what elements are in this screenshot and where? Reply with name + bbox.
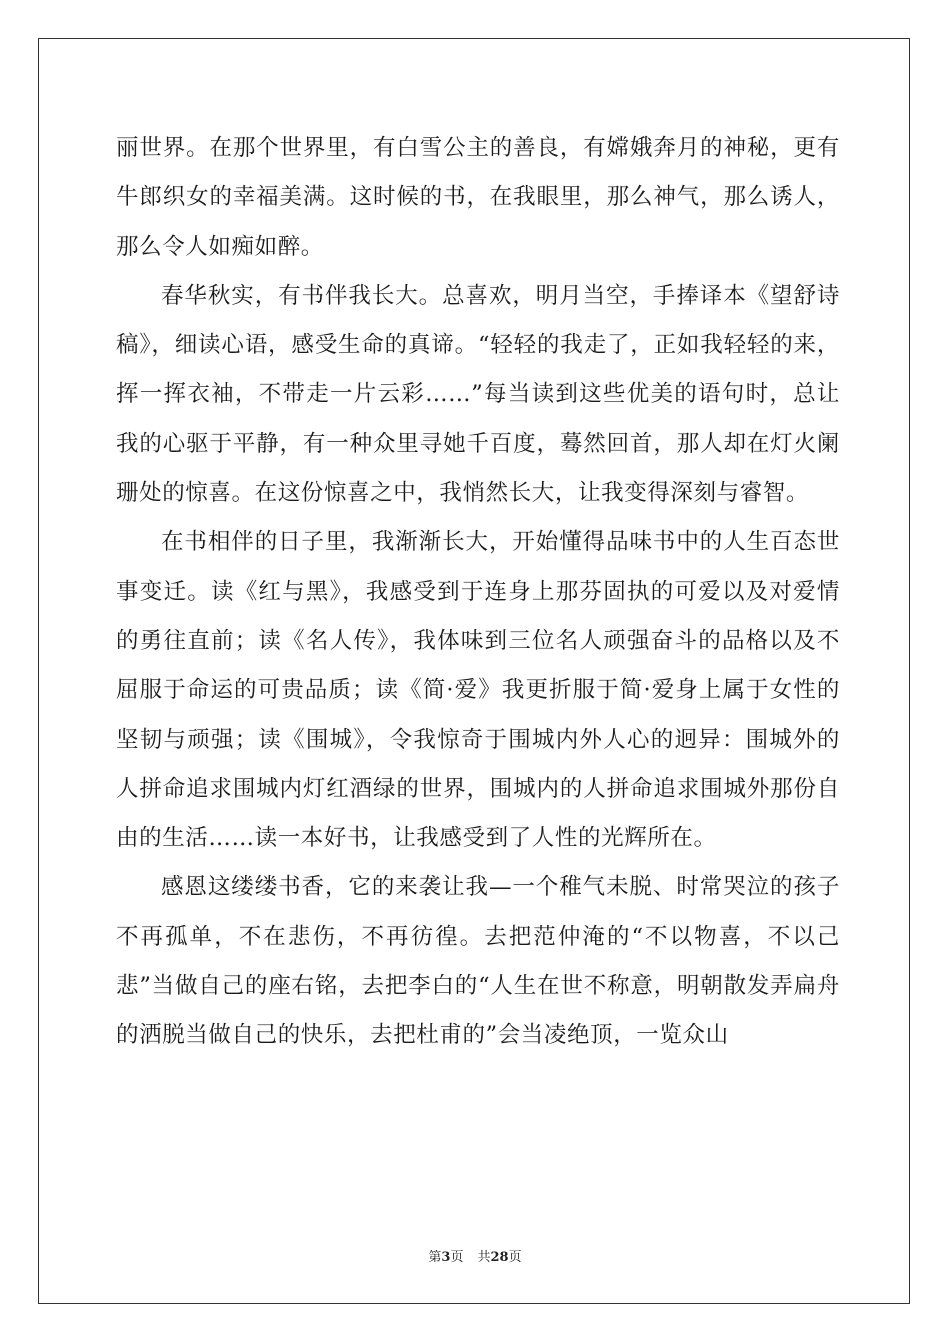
paragraph-4: 感恩这缕缕书香，它的来袭让我—一个稚气未脱、时常哭泣的孩子不再孤单，不在悲伤，不再彷徨。去把范仲淹的“不以物喜，不以己悲”当做自己的座右铭，去把李白的“人生在世不称意，明朝散发弄扁舟的洒脱当做自己的快乐，去把杜甫的”会当凌绝顶，一览众山 [116, 874, 840, 1049]
paragraph-2: 春华秋实，有书伴我长大。总喜欢，明月当空，手捧译本《望舒诗稿》，细读心语，感受生命的真谛。“轻轻的我走了，正如我轻轻的来，挥一挥衣袖，不带走一片云彩……”每当读到这些优美的语句时，总让我的心驱于平静，有一种众里寻她千百度，蓦然回首，那人却在灯火阑珊处的惊喜。在这份惊喜之中，我悄然长大，让我变得深刻与睿智。 [116, 282, 840, 507]
paragraph-1: 丽世界。在那个世界里，有白雪公主的善良，有嫦娥奔月的神秘，更有牛郎织女的幸福美满。这时候的书，在我眼里，那么神气，那么诱人，那么令人如痴如醉。 [116, 135, 840, 260]
page-suffix: 页 [450, 1250, 464, 1265]
page-number: 3 [441, 1250, 451, 1265]
total-suffix: 页 [508, 1250, 522, 1265]
page-footer [0, 1250, 950, 1266]
body-text [116, 124, 840, 1061]
page-prefix: 第 [428, 1250, 442, 1265]
paragraph-3: 在书相伴的日子里，我渐渐长大，开始懂得品味书中的人生百态世事变迁。读《红与黑》，我感受到于连身上那芬固执的可爱以及对爱情的勇往直前；读《名人传》，我体味到三位名人顽强奋斗的品格以及不屈服于命运的可贵品质；读《简·爱》我更折服于简·爱身上属于女性的坚韧与顽强；读《围城》，令我惊奇于围城内外人心的迥异：围城外的人拼命追求围城内灯红酒绿的世界，围城内的人拼命追求围城外那份自由的生活……读一本好书，让我感受到了人性的光辉所在。 [116, 529, 840, 852]
total-pages: 28 [490, 1250, 509, 1265]
total-prefix: 共 [477, 1250, 491, 1265]
